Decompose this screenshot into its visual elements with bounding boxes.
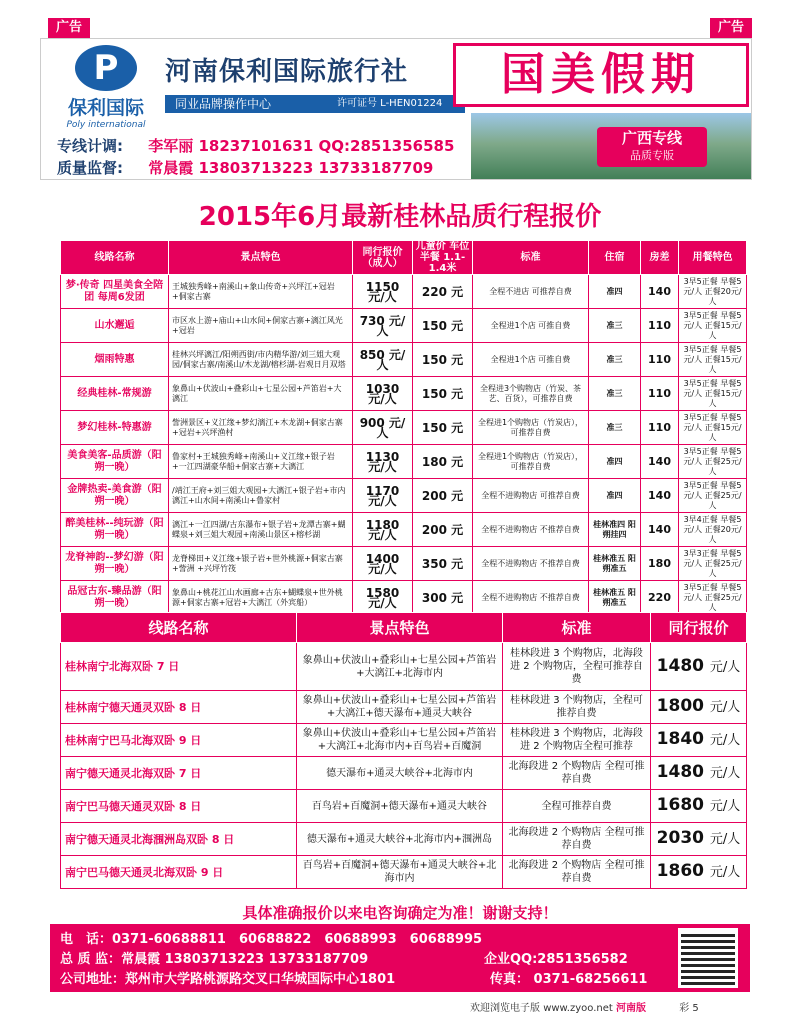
gx-line: 广西专线 [621,129,682,147]
qc-name: 常晨霞 [148,159,194,177]
route-name: 南宁巴马德天通灵双卧 8 日 [61,790,297,823]
phone-numbers: 0371-60688811 60688822 60688993 60688995 [112,932,483,947]
table-row[interactable] [61,691,747,724]
price-cell [651,643,747,691]
contact-block [50,924,750,992]
route-name: 醉美桂林--纯玩游（阳朔一晚） [61,513,169,547]
route-name: 美食美客-品质游（阳朔一晚） [61,445,169,479]
guangxi-badge [597,127,707,167]
brand-title: 国美假期 [453,43,749,107]
price: 900 元/人 [353,411,413,445]
standard: 桂林段进 3 个购物店，全程可推荐自费 [503,691,651,724]
meal: 3早4正餐 早餐5元/人 正餐20元/人 [679,513,747,547]
poly-logo [51,45,161,129]
standard: 北海段进 2 个购物店 全程可推荐自费 [503,757,651,790]
agency-header [40,38,752,180]
route-name: 桂林南宁巴马北海双卧 9 日 [61,724,297,757]
route-name: 南宁德天通灵北海双卧 7 日 [61,757,297,790]
table-row[interactable] [61,790,747,823]
price-unit: 元/人 [709,799,741,814]
child-price: 180 元 [413,445,473,479]
price-unit: 元/人 [709,733,741,748]
meal: 3早5正餐 早餐5元/人 正餐15元/人 [679,411,747,445]
standard: 北海段进 2 个购物店 全程可推荐自费 [503,856,651,889]
footer-note: 具体准确报价以来电咨询确定为准！谢谢支持！ [242,904,558,922]
table-row[interactable] [61,275,747,309]
sights: 龙脊梯田+义江缘+银子岩+世外桃源+侗家古寨+訾洲 +兴坪竹筏 [169,547,353,581]
t1-h-child: 儿童价 车位半餐 1.1-1.4米 [413,241,473,275]
table-row[interactable] [61,643,747,691]
standard: 全程进1个购物店（竹炭店），可推荐自费 [473,445,589,479]
route-name: 南宁德天通灵北海涠洲岛双卧 8 日 [61,823,297,856]
route-name: 梦幻桂林-特惠游 [61,411,169,445]
room-diff: 140 [641,479,679,513]
stay: 准四 [589,479,641,513]
price: 2030 [656,828,704,848]
sights: 訾洲景区+义江缘+梦幻漓江+木龙湖+侗家古寨+冠岩+兴坪渔村 [169,411,353,445]
hotline-name: 李军丽 [148,137,194,155]
table-row[interactable] [61,547,747,581]
main-title: 2015年6月最新桂林品质行程报价 [198,202,602,232]
price-cell [651,691,747,724]
ad-tag-right: 广告 [710,18,752,38]
meal: 3早5正餐 早餐5元/人 正餐25元/人 [679,479,747,513]
table-row[interactable] [61,581,747,615]
room-diff: 110 [641,411,679,445]
standard: 全程进1个店 可推自费 [473,343,589,377]
price: 1030 元/人 [353,377,413,411]
t2-h-route: 线路名称 [61,613,297,643]
room-diff: 140 [641,513,679,547]
standard: 全程进1个店 可推自费 [473,309,589,343]
room-diff: 140 [641,445,679,479]
standard: 全程进3个购物店（竹炭、茶艺、百货），可推荐自费 [473,377,589,411]
child-price: 200 元 [413,513,473,547]
sights: 德天瀑布+通灵大峡谷+北海市内 [297,757,503,790]
t1-h-price: 同行报价（成人） [353,241,413,275]
qc-row [57,157,433,178]
license: 许可证号 L-HEN01224 [337,98,443,109]
address-label: 公司地址： [60,972,126,987]
price: 1480 [656,655,704,676]
table-row[interactable] [61,445,747,479]
standard: 桂林段进 3 个购物店，北海段进 2 个购物店全程可推荐 [503,724,651,757]
price: 1170 元/人 [353,479,413,513]
sights: 王城独秀峰+南溪山+象山传奇+兴坪江+冠岩+侗家古寨 [169,275,353,309]
qc-phone1: 13803713223 [198,159,314,177]
route-name: 桂林南宁北海双卧 7 日 [61,643,297,691]
table-row[interactable] [61,757,747,790]
site-link[interactable]: www.zyoo.net [543,1003,613,1014]
gx-sub: 品质专版 [630,149,674,162]
t1-h-sights: 景点特色 [169,241,353,275]
route-name: 烟雨特惠 [61,343,169,377]
stay: 桂林准五 阳朔准五 [589,581,641,615]
enterprise-qq: 企业QQ:2851356582 [484,952,628,967]
price-unit: 元/人 [709,832,741,847]
sights: 德天瀑布+通灵大峡谷+北海市内+涠洲岛 [297,823,503,856]
standard: 全程进1个购物店（竹炭店），可推荐自费 [473,411,589,445]
qr-code-icon [678,928,738,988]
price: 1580 元/人 [353,581,413,615]
phone-label: 电 话： [60,932,113,947]
stay: 准三 [589,411,641,445]
price: 1400 元/人 [353,547,413,581]
child-price: 150 元 [413,343,473,377]
ad-tag-left: 广告 [48,18,90,38]
meal: 3早5正餐 早餐5元/人 正餐25元/人 [679,581,747,615]
child-price: 150 元 [413,309,473,343]
room-diff: 110 [641,343,679,377]
t1-h-std: 标准 [473,241,589,275]
room-diff: 220 [641,581,679,615]
sights: 象鼻山+伏波山+叠彩山+七星公园+芦笛岩+大漓江+北海市内 [297,643,503,691]
t1-h-meal: 用餐特色 [679,241,747,275]
child-price: 150 元 [413,377,473,411]
logo-cn: 保利国际 [67,97,144,119]
price: 1860 [656,861,704,881]
table2-header [61,613,747,643]
price-cell [651,790,747,823]
sights: 象鼻山+伏波山+叠彩山+七星公园+芦笛岩+大漓江 [169,377,353,411]
table-row[interactable] [61,823,747,856]
stay: 桂林准四 阳朔挂四 [589,513,641,547]
table-row[interactable] [61,377,747,411]
hotline-row [57,135,454,156]
guilin-price-table [60,240,747,615]
standard: 全程可推荐自费 [503,790,651,823]
meal: 3早5正餐 早餐5元/人 正餐15元/人 [679,343,747,377]
price-unit: 元/人 [709,659,741,675]
sights: 象鼻山+桃花江山水画廊+古东+蝴蝶泉+世外桃源+侗家古寨+冠岩+大漓江（外宾船） [169,581,353,615]
sights: 百鸟岩+百魔洞+德天瀑布+通灵大峡谷 [297,790,503,823]
qc-contact-value: 常晨霞 13803713223 13733187709 [121,952,369,967]
route-name: 桂林南宁德天通灵双卧 8 日 [61,691,297,724]
standard: 全程不进购物店 不推荐自费 [473,547,589,581]
route-name: 金牌热卖-美食游（阳朔一晚） [61,479,169,513]
sights: 漓江+一江四湖/古东瀑布+银子岩+龙潭古寨+蝴蝶泉+刘三姐大观园+南溪山景区+榕杉湖 [169,513,353,547]
price: 730 元/人 [353,309,413,343]
table-row[interactable] [61,513,747,547]
standard: 全程不进购物店 不推荐自费 [473,513,589,547]
meal: 3早5正餐 早餐5元/人 正餐15元/人 [679,377,747,411]
stay: 准四 [589,275,641,309]
table-row[interactable] [61,479,747,513]
standard: 桂林段进 3 个购物店，北海段进 2 个购物店，全程可推荐自费 [503,643,651,691]
child-price: 200 元 [413,479,473,513]
stay: 准三 [589,343,641,377]
op-center: 同业品牌操作中心 [175,97,272,111]
price: 1150 元/人 [353,275,413,309]
standard: 全程不进购物店 不推荐自费 [473,581,589,615]
t1-h-stay: 住宿 [589,241,641,275]
room-diff: 140 [641,275,679,309]
fax: 传真： 0371-68256611 [490,972,648,987]
price: 1840 [656,729,704,749]
route-name: 南宁巴马德天通灵北海双卧 9 日 [61,856,297,889]
table-row[interactable] [61,309,747,343]
sights: 百鸟岩+百魔洞+德天瀑布+通灵大峡谷+北海市内 [297,856,503,889]
address-row [60,968,395,987]
sights: /靖江王府+刘三姐大观园+大漓江+银子岩+市内漓江+山水间+南溪山+鲁家村 [169,479,353,513]
child-price: 220 元 [413,275,473,309]
sights: 鲁家村+王城独秀峰+南溪山+义江缘+银子岩+一江四湖豪华船+侗家古寨+大漓江 [169,445,353,479]
price: 1800 [656,696,704,716]
child-price: 300 元 [413,581,473,615]
table-row[interactable] [61,343,747,377]
sights: 桂林兴坪漓江/阳朔西街/市内精华游/刘三姐大观园/侗家古寨/南溪山/木龙湖/榕杉湖-岩观日月双塔 [169,343,353,377]
price-cell [651,823,747,856]
price-unit: 元/人 [709,700,741,715]
welcome-text: 欢迎浏览电子版 [470,1003,540,1014]
route-name: 山水邂逅 [61,309,169,343]
phone-row [60,928,482,947]
qc-label: 质量监督: [57,159,123,177]
qc-phone2: 13733187709 [318,159,434,177]
meal: 3早5正餐 早餐5元/人 正餐20元/人 [679,275,747,309]
price: 1130 元/人 [353,445,413,479]
t2-h-sights: 景点特色 [297,613,503,643]
sights: 市区水上游+庙山+山水间+侗家古寨+漓江风光+冠岩 [169,309,353,343]
t2-h-std: 标准 [503,613,651,643]
route-name: 经典桂林-常规游 [61,377,169,411]
table1-header [61,241,747,275]
price-unit: 元/人 [709,766,741,781]
standard: 全程不进店 可推荐自费 [473,275,589,309]
t2-h-price: 同行报价 [651,613,747,643]
page-number: 彩 5 [679,1003,699,1014]
stay: 准三 [589,377,641,411]
hotline-label: 专线计调: [57,137,123,155]
room-diff: 180 [641,547,679,581]
price: 1180 元/人 [353,513,413,547]
agency-name: 河南保利国际旅行社 [165,57,409,87]
price: 850 元/人 [353,343,413,377]
price-unit: 元/人 [709,865,741,880]
standard: 全程不进购物店 可推荐自费 [473,479,589,513]
stay: 桂林准五 阳朔准五 [589,547,641,581]
bottom-bar [470,1000,760,1018]
hotline-qq: QQ:2851356585 [318,137,455,155]
meal: 3早5正餐 早餐5元/人 正餐25元/人 [679,445,747,479]
price-cell [651,856,747,889]
t1-h-route: 线路名称 [61,241,169,275]
meal: 3早5正餐 早餐5元/人 正餐15元/人 [679,309,747,343]
edition: 河南版 [616,1003,646,1014]
hotline-phone: 18237101631 [198,137,314,155]
route-name: 龙脊神韵--梦幻游（阳朔一晚） [61,547,169,581]
standard: 北海段进 2 个购物店 全程可推荐自费 [503,823,651,856]
price: 1480 [656,762,704,782]
table-row[interactable] [61,411,747,445]
guangxi-price-table [60,612,747,889]
logo-en: Poly international [66,120,146,130]
qc-contact-label: 总 质 监： [60,952,122,967]
child-price: 150 元 [413,411,473,445]
room-diff: 110 [641,377,679,411]
qc-contact-row [60,948,368,967]
route-name: 梦·传奇 四星美食全陪团 每周6发团 [61,275,169,309]
room-diff: 110 [641,309,679,343]
op-bar [165,95,465,113]
price: 1680 [656,795,704,815]
meal: 3早3正餐 早餐5元/人 正餐25元/人 [679,547,747,581]
poly-logo-mark: P [75,45,137,91]
route-name: 品冠古东-臻品游（阳朔一晚） [61,581,169,615]
stay: 准三 [589,309,641,343]
sights: 象鼻山+伏波山+叠彩山+七星公园+芦笛岩+大漓江+德天瀑布+通灵大峡谷 [297,691,503,724]
sights: 象鼻山+伏波山+叠彩山+七星公园+芦笛岩+大漓江+北海市内+百鸟岩+百魔洞 [297,724,503,757]
stay: 准四 [589,445,641,479]
address: 郑州市大学路桃源路交叉口华城国际中心1801 [125,972,396,987]
t1-h-diff: 房差 [641,241,679,275]
table-row[interactable] [61,856,747,889]
table-row[interactable] [61,724,747,757]
child-price: 350 元 [413,547,473,581]
price-cell [651,724,747,757]
price-cell [651,757,747,790]
